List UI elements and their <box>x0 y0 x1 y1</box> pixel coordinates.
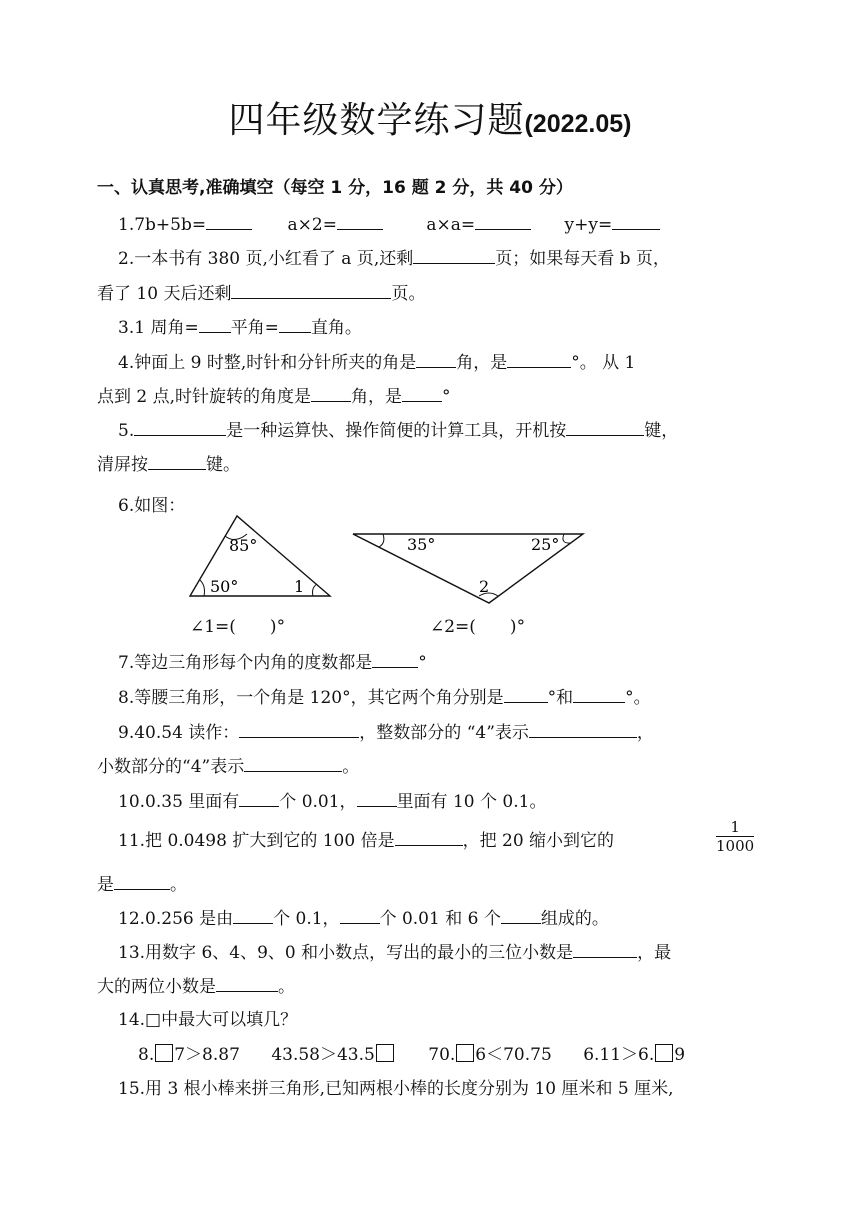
tri2-right-angle: 25° <box>531 535 560 554</box>
tri2-left-angle: 35° <box>407 535 436 554</box>
section-heading: 一、认真思考,准确填空（每空 1 分，16 题 2 分，共 40 分） <box>97 178 573 198</box>
answer-blank[interactable] <box>504 685 548 703</box>
question-7: 7.等边三角形每个内角的度数都是 ° <box>118 650 427 675</box>
question-1: 1.7b+5b= a×2= a×a= y+y= <box>118 212 660 237</box>
answer-blank[interactable] <box>199 315 231 333</box>
answer-blank[interactable] <box>416 350 456 368</box>
answer-blank[interactable] <box>566 418 644 436</box>
question-4: 4.钟面上 9 时整,时针和分针所夹的角是 角，是 °。 从 1 <box>118 350 635 375</box>
answer-blank[interactable] <box>311 384 351 402</box>
answer-blank[interactable] <box>148 452 206 470</box>
question-15: 15.用 3 根小棒来拼三角形,已知两根小棒的长度分别为 10 厘米和 5 厘米, <box>118 1079 674 1099</box>
digit-box[interactable] <box>376 1044 394 1062</box>
fraction-denominator: 1000 <box>716 837 755 855</box>
question-13: 13.用数字 6、4、9、0 和小数点，写出的最小的三位小数是 ，最 <box>118 940 671 965</box>
angle-1-answer[interactable]: ∠1=( )° <box>190 617 286 637</box>
answer-blank[interactable] <box>573 685 625 703</box>
answer-blank[interactable] <box>244 754 342 772</box>
question-12: 12.0.256 是由 个 0.1， 个 0.01 和 6 个 组成的。 <box>118 906 609 931</box>
answer-blank[interactable] <box>279 315 311 333</box>
question-13-cont: 大的两位小数是 。 <box>97 974 295 999</box>
answer-blank[interactable] <box>239 789 279 807</box>
tri1-left-angle: 50° <box>210 577 239 596</box>
title-date: (2022.05) <box>524 110 632 138</box>
answer-blank[interactable] <box>239 720 359 738</box>
answer-blank[interactable] <box>216 974 278 992</box>
tri1-right-angle: 1 <box>294 577 305 596</box>
page-title <box>0 92 860 143</box>
digit-box[interactable] <box>655 1044 673 1062</box>
triangle-2 <box>353 534 583 603</box>
answer-blank[interactable] <box>402 384 442 402</box>
fraction-numerator: 1 <box>716 818 754 837</box>
answer-blank[interactable] <box>612 212 660 230</box>
answer-blank[interactable] <box>507 350 571 368</box>
question-11: 11.把 0.0498 扩大到它的 100 倍是 ，把 20 缩小到它的 <box>118 828 614 853</box>
angle-2-answer[interactable]: ∠2=( )° <box>430 617 526 637</box>
answer-blank[interactable] <box>413 246 495 264</box>
fraction-one-thousandth <box>716 818 754 855</box>
title-main: 四年级数学练习题 <box>228 100 525 141</box>
answer-blank[interactable] <box>395 828 463 846</box>
question-2: 2.一本书有 380 页,小红看了 a 页,还剩 页；如果每天看 b 页， <box>118 246 670 271</box>
question-3: 3.1 周角= 平角= 直角。 <box>118 315 362 340</box>
question-4-cont: 点到 2 点,时针旋转的角度是 角，是 ° <box>97 384 451 409</box>
question-5: 5. 是一种运算快、操作简便的计算工具，开机按 键， <box>118 418 678 443</box>
answer-blank[interactable] <box>134 418 226 436</box>
digit-box[interactable] <box>456 1044 474 1062</box>
question-8: 8.等腰三角形，一个角是 120°，其它两个角分别是 °和 °。 <box>118 685 651 710</box>
question-5-cont: 清屏按 键。 <box>97 452 240 477</box>
tri1-top-angle: 85° <box>229 536 258 555</box>
question-11-cont: 是 。 <box>97 872 187 897</box>
tri2-bottom-angle: 2 <box>479 577 490 596</box>
answer-blank[interactable] <box>372 650 418 668</box>
answer-blank[interactable] <box>475 212 531 230</box>
answer-blank[interactable] <box>501 906 541 924</box>
triangle-figures <box>180 510 600 610</box>
answer-blank[interactable] <box>337 212 383 230</box>
question-2-cont: 看了 10 天后还剩 页。 <box>97 281 425 306</box>
triangle-1 <box>190 516 330 596</box>
question-6: 6.如图： <box>118 496 186 516</box>
answer-blank[interactable] <box>233 906 273 924</box>
question-9-cont: 小数部分的“4”表示 。 <box>97 754 359 779</box>
question-14: 14.□中最大可以填几？ <box>118 1010 298 1030</box>
answer-blank[interactable] <box>529 720 637 738</box>
question-14-items: 8. 7＞8.87 43.58＞43.5 70. 6＜70.75 6.11＞6. 9 <box>138 1045 686 1065</box>
question-10: 10.0.35 里面有 个 0.01， 里面有 10 个 0.1。 <box>118 789 546 814</box>
digit-box[interactable] <box>155 1044 173 1062</box>
answer-blank[interactable] <box>573 940 637 958</box>
answer-blank[interactable] <box>357 789 397 807</box>
answer-blank[interactable] <box>114 872 170 890</box>
answer-blank[interactable] <box>231 281 391 299</box>
answer-blank[interactable] <box>340 906 380 924</box>
answer-blank[interactable] <box>206 212 252 230</box>
question-9: 9.40.54 读作： ，整数部分的 “4”表示 ， <box>118 720 654 745</box>
